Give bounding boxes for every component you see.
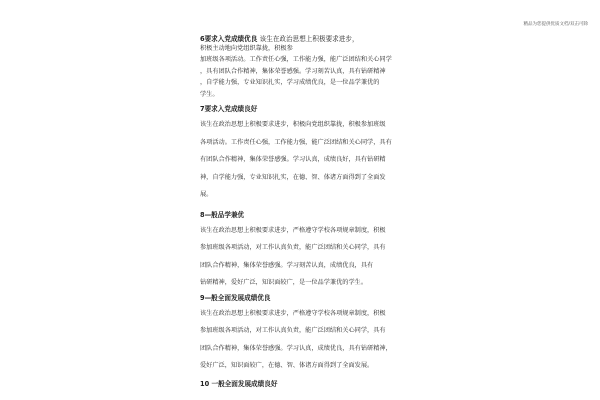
paragraph-line: ，具有团队合作精神，集体荣誉感强。学习刻苦认真，具有钻研精神 [200,67,386,75]
section-heading: 7要求入党成绩良好 [200,105,258,113]
watermark-text: 精品为您提供优质文档/双击可除 [523,22,588,27]
paragraph-line: ，自学能力强，专业知识扎实，学习成绩优良，是一位品学兼优的 [200,79,380,86]
paragraph-line: 参加班级各项活动，对工作认真负责，能广泛团结和关心同学，具有 [200,327,386,334]
paragraph-line: 神，自学能力强，专业知识扎实，在德、智、体诸方面得到了全面发 [200,173,386,181]
paragraph-line: 该生在政治思想上积极要求进步，严格遵守学校各项规章制度，积极 [200,309,386,317]
section-heading: 8—般品学兼优 [200,210,245,219]
section-heading: 9—般全面发展成绩优良 [200,293,271,302]
document-body [200,34,400,391]
section-10 [200,378,400,391]
section-6 [200,34,400,100]
section-8 [200,209,400,292]
paragraph-line: 团队合作精神，集体荣誉感强。学习刻苦认真，成绩优良，具有 [200,261,374,269]
section-heading-text: 该生在政治思想上积极要求进步， [259,35,359,43]
section-paragraph [200,116,400,204]
paragraph-line: 爱好广泛，知识面较广，在德、智、体诸方面得到了全面发展。 [200,362,374,369]
paragraph-line: 展。 [200,191,213,198]
section-7 [200,103,400,204]
paragraph-line: 有团队合作精神，集体荣誉感强。学习认真，成绩良好，具有钻研精 [200,156,386,163]
section-paragraph [200,44,400,100]
section-paragraph [200,222,400,292]
paragraph-line: 学生。 [200,90,219,98]
paragraph-line: 团队合作精神，集体荣誉感强。学习认真，成绩优良，具有钻研精神， [200,344,392,352]
paragraph-line: 钻研精神，爱好广泛，知识面较广，是一位品学兼优的学生。 [200,279,368,286]
paragraph-line: 该生在政治思想上积极要求进步，积极向党组织靠拢，积极参加班级 [200,121,386,128]
paragraph-line: 加班级各项活动。工作责任心强，工作能力强，能广泛团结和关心同学 [200,56,392,63]
section-paragraph [200,305,400,375]
paragraph-line: 该生在政治思想上积极要求进步，严格遵守学校各项规章制度，积极 [200,226,386,234]
section-heading [200,34,400,44]
section-heading-title: 6要求入党成绩优良 [200,35,258,43]
section-9 [200,292,400,375]
paragraph-line: 积极主动地向党组织靠拢，积极参 [200,45,293,52]
section-heading: 10 一般全面发展成绩良好 [200,379,278,388]
paragraph-line: 各项活动。工作责任心强，工作能力强，能广泛团结和关心同学，具有 [200,138,392,146]
paragraph-line: 参加班级各项活动，对工作认真负责，能广泛团结和关心同学，具有 [200,244,386,251]
